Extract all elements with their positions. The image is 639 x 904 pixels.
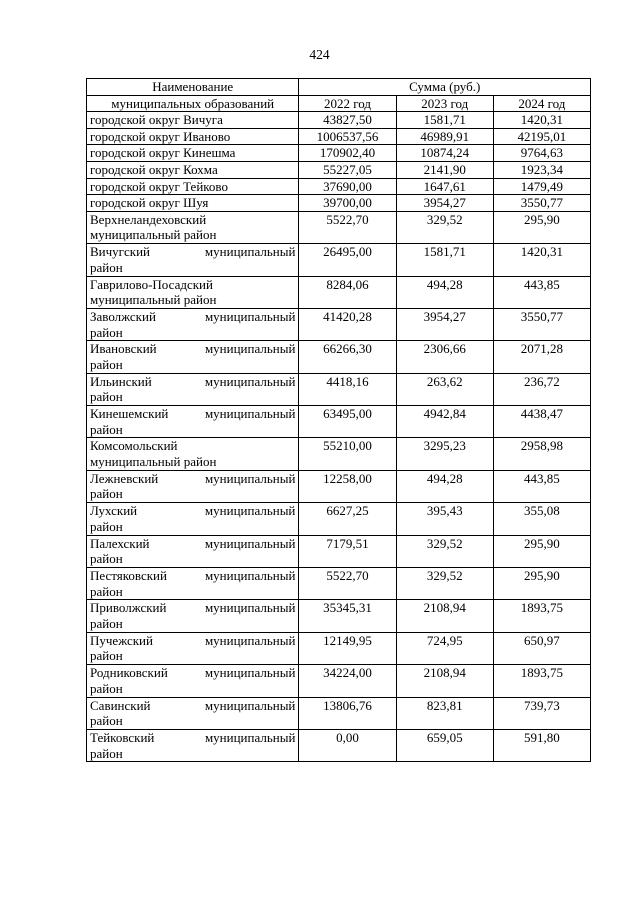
- amount-2022-cell: 170902,40: [299, 145, 396, 162]
- amount-2022-cell: 41420,28: [299, 308, 396, 340]
- municipality-name-cell: [87, 308, 299, 340]
- municipality-name-cell: [87, 112, 299, 129]
- municipality-name-line: район: [90, 356, 123, 372]
- municipality-name-line: Лухский муниципальный: [90, 503, 296, 519]
- table-row: [87, 178, 591, 195]
- amount-2023-cell: 1581,71: [396, 244, 493, 276]
- municipality-name-line: Заволжский муниципальный: [90, 308, 296, 324]
- amount-2024-cell: 1420,31: [493, 112, 590, 129]
- municipality-name-line: Пестяковский муниципальный: [90, 568, 296, 584]
- municipality-name-line: район: [90, 745, 123, 761]
- amount-2022-cell: 7179,51: [299, 535, 396, 567]
- amount-2024-cell: 1923,34: [493, 161, 590, 178]
- municipality-name-line: район: [90, 518, 123, 534]
- header-name-cell: [87, 79, 299, 96]
- amount-2023-cell: 823,81: [396, 697, 493, 729]
- amount-2024-cell: 295,90: [493, 211, 590, 243]
- municipality-name-cell: [87, 145, 299, 162]
- amount-2024-cell: 1479,49: [493, 178, 590, 195]
- amount-2024-cell: 1420,31: [493, 244, 590, 276]
- amount-2023-cell: 3954,27: [396, 195, 493, 212]
- header-year-2022: 2022 год: [299, 95, 396, 112]
- municipality-name-line: Родниковский муниципальный: [90, 665, 296, 681]
- table-row: [87, 276, 591, 308]
- municipality-name-line: район: [90, 680, 123, 696]
- header-row-2: [87, 95, 591, 112]
- table-row: [87, 406, 591, 438]
- municipality-name-line: район: [90, 616, 123, 632]
- municipality-name-cell: [87, 730, 299, 762]
- municipality-name-line: район: [90, 486, 123, 502]
- amount-2024-cell: 3550,77: [493, 308, 590, 340]
- amount-2022-cell: 4418,16: [299, 373, 396, 405]
- table-row: [87, 211, 591, 243]
- table-row: [87, 161, 591, 178]
- municipality-name-line: Гаврилово-Посадский: [90, 276, 213, 292]
- municipality-name-cell: [87, 161, 299, 178]
- municipality-name-line: Савинский муниципальный: [90, 697, 296, 713]
- municipality-name-line: Пучежский муниципальный: [90, 632, 296, 648]
- municipality-name-line: городской округ Шуя: [90, 195, 209, 211]
- amount-2022-cell: 26495,00: [299, 244, 396, 276]
- amount-2022-cell: 37690,00: [299, 178, 396, 195]
- municipality-name-line: Ильинский муниципальный: [90, 373, 296, 389]
- amount-2024-cell: 42195,01: [493, 128, 590, 145]
- municipality-name-cell: [87, 276, 299, 308]
- municipality-name-line: район: [90, 713, 123, 729]
- amount-2023-cell: 2108,94: [396, 665, 493, 697]
- amount-2023-cell: 4942,84: [396, 406, 493, 438]
- municipality-name-cell: [87, 632, 299, 664]
- table-row: [87, 568, 591, 600]
- amount-2024-cell: 2071,28: [493, 341, 590, 373]
- amount-2023-cell: 2306,66: [396, 341, 493, 373]
- amount-2023-cell: 1647,61: [396, 178, 493, 195]
- amount-2024-cell: 591,80: [493, 730, 590, 762]
- amount-2022-cell: 13806,76: [299, 697, 396, 729]
- municipality-name-cell: [87, 438, 299, 470]
- municipality-name-line: Приволжский муниципальный: [90, 600, 296, 616]
- amount-2023-cell: 46989,91: [396, 128, 493, 145]
- amount-2022-cell: 12149,95: [299, 632, 396, 664]
- municipality-name-cell: [87, 470, 299, 502]
- municipality-name-line: городской округ Тейково: [90, 178, 228, 194]
- amount-2023-cell: 10874,24: [396, 145, 493, 162]
- amount-2024-cell: 295,90: [493, 568, 590, 600]
- municipality-name-cell: [87, 503, 299, 535]
- amount-2022-cell: 6627,25: [299, 503, 396, 535]
- municipality-name-line: Ивановский муниципальный: [90, 341, 296, 357]
- table-row: [87, 438, 591, 470]
- table-row: [87, 600, 591, 632]
- municipality-name-line: район: [90, 421, 123, 437]
- amount-2022-cell: 1006537,56: [299, 128, 396, 145]
- table-row: [87, 470, 591, 502]
- amount-2023-cell: 329,52: [396, 535, 493, 567]
- municipality-name-cell: [87, 535, 299, 567]
- header-year-2023: 2023 год: [396, 95, 493, 112]
- municipality-name-cell: [87, 244, 299, 276]
- municipality-name-cell: [87, 373, 299, 405]
- amount-2023-cell: 3295,23: [396, 438, 493, 470]
- amount-2024-cell: 3550,77: [493, 195, 590, 212]
- municipality-name-line: городской округ Вичуга: [90, 112, 223, 128]
- municipality-name-cell: [87, 568, 299, 600]
- municipality-name-line: муниципальный район: [90, 227, 217, 243]
- municipality-name-line: Кинешемский муниципальный: [90, 406, 296, 422]
- amount-2022-cell: 55227,05: [299, 161, 396, 178]
- amount-2024-cell: 236,72: [493, 373, 590, 405]
- table-row: [87, 244, 591, 276]
- municipality-name-line: Верхнеландеховский: [90, 211, 207, 227]
- municipality-name-line: Тейковский муниципальный: [90, 730, 296, 745]
- amount-2024-cell: 355,08: [493, 503, 590, 535]
- amount-2023-cell: 494,28: [396, 276, 493, 308]
- municipality-name-cell: [87, 178, 299, 195]
- amount-2022-cell: 63495,00: [299, 406, 396, 438]
- municipality-name-line: муниципальный район: [90, 292, 217, 308]
- amount-2022-cell: 12258,00: [299, 470, 396, 502]
- municipality-name-line: городской округ Кинешма: [90, 145, 236, 161]
- table-row: [87, 632, 591, 664]
- amount-2023-cell: 395,43: [396, 503, 493, 535]
- municipality-name-line: городской округ Кохма: [90, 161, 218, 177]
- amount-2024-cell: 443,85: [493, 276, 590, 308]
- amount-2024-cell: 2958,98: [493, 438, 590, 470]
- amount-2022-cell: 8284,06: [299, 276, 396, 308]
- municipality-name-line: муниципальный район: [90, 454, 217, 470]
- municipality-name-cell: [87, 341, 299, 373]
- municipality-name-line: район: [90, 583, 123, 599]
- amount-2023-cell: 2141,90: [396, 161, 493, 178]
- amount-2024-cell: 650,97: [493, 632, 590, 664]
- municipality-name-line: городской округ Иваново: [90, 128, 231, 144]
- municipality-name-line: Вичугский муниципальный: [90, 244, 296, 260]
- amount-2022-cell: 66266,30: [299, 341, 396, 373]
- table-row: [87, 373, 591, 405]
- table-row: [87, 195, 591, 212]
- municipality-name-cell: [87, 665, 299, 697]
- budget-table: [86, 78, 591, 762]
- amount-2024-cell: 295,90: [493, 535, 590, 567]
- amount-2023-cell: 724,95: [396, 632, 493, 664]
- amount-2022-cell: 35345,31: [299, 600, 396, 632]
- amount-2023-cell: 263,62: [396, 373, 493, 405]
- table-row: [87, 730, 591, 762]
- municipality-name-line: Палехский муниципальный: [90, 535, 296, 551]
- amount-2024-cell: 9764,63: [493, 145, 590, 162]
- municipality-name-line: район: [90, 259, 123, 275]
- amount-2024-cell: 1893,75: [493, 665, 590, 697]
- amount-2023-cell: 329,52: [396, 568, 493, 600]
- table-row: [87, 665, 591, 697]
- amount-2024-cell: 443,85: [493, 470, 590, 502]
- municipality-name-line: район: [90, 324, 123, 340]
- header-year-2024: 2024 год: [493, 95, 590, 112]
- amount-2023-cell: 494,28: [396, 470, 493, 502]
- amount-2024-cell: 739,73: [493, 697, 590, 729]
- amount-2022-cell: 43827,50: [299, 112, 396, 129]
- amount-2023-cell: 3954,27: [396, 308, 493, 340]
- amount-2024-cell: 1893,75: [493, 600, 590, 632]
- municipality-name-cell: [87, 128, 299, 145]
- amount-2022-cell: 34224,00: [299, 665, 396, 697]
- municipality-name-cell: [87, 600, 299, 632]
- table-row: [87, 112, 591, 129]
- table-row: [87, 697, 591, 729]
- municipality-name-line: Комсомольский: [90, 438, 178, 454]
- amount-2022-cell: 0,00: [299, 730, 396, 762]
- amount-2023-cell: 659,05: [396, 730, 493, 762]
- header-row-1: [87, 79, 591, 96]
- table-row: [87, 535, 591, 567]
- header-name-line1: Наименование: [152, 79, 234, 94]
- municipality-name-line: район: [90, 389, 123, 405]
- amount-2022-cell: 5522,70: [299, 211, 396, 243]
- page-number: 424: [309, 47, 330, 62]
- municipality-name-line: район: [90, 648, 123, 664]
- table-body: [87, 79, 591, 762]
- municipality-name-cell: [87, 406, 299, 438]
- municipality-name-line: Лежневский муниципальный: [90, 470, 296, 486]
- table-row: [87, 503, 591, 535]
- amount-2022-cell: 39700,00: [299, 195, 396, 212]
- amount-2022-cell: 55210,00: [299, 438, 396, 470]
- header-sum-label: Сумма (руб.): [299, 79, 591, 96]
- municipality-name-line: район: [90, 551, 123, 567]
- table-row: [87, 341, 591, 373]
- table-row: [87, 308, 591, 340]
- table-row: [87, 145, 591, 162]
- municipality-name-cell: [87, 697, 299, 729]
- amount-2022-cell: 5522,70: [299, 568, 396, 600]
- header-name-line2: муниципальных образований: [87, 95, 299, 112]
- amount-2024-cell: 4438,47: [493, 406, 590, 438]
- municipality-name-cell: [87, 195, 299, 212]
- amount-2023-cell: 2108,94: [396, 600, 493, 632]
- municipality-name-cell: [87, 211, 299, 243]
- amount-2023-cell: 329,52: [396, 211, 493, 243]
- amount-2023-cell: 1581,71: [396, 112, 493, 129]
- table-row: [87, 128, 591, 145]
